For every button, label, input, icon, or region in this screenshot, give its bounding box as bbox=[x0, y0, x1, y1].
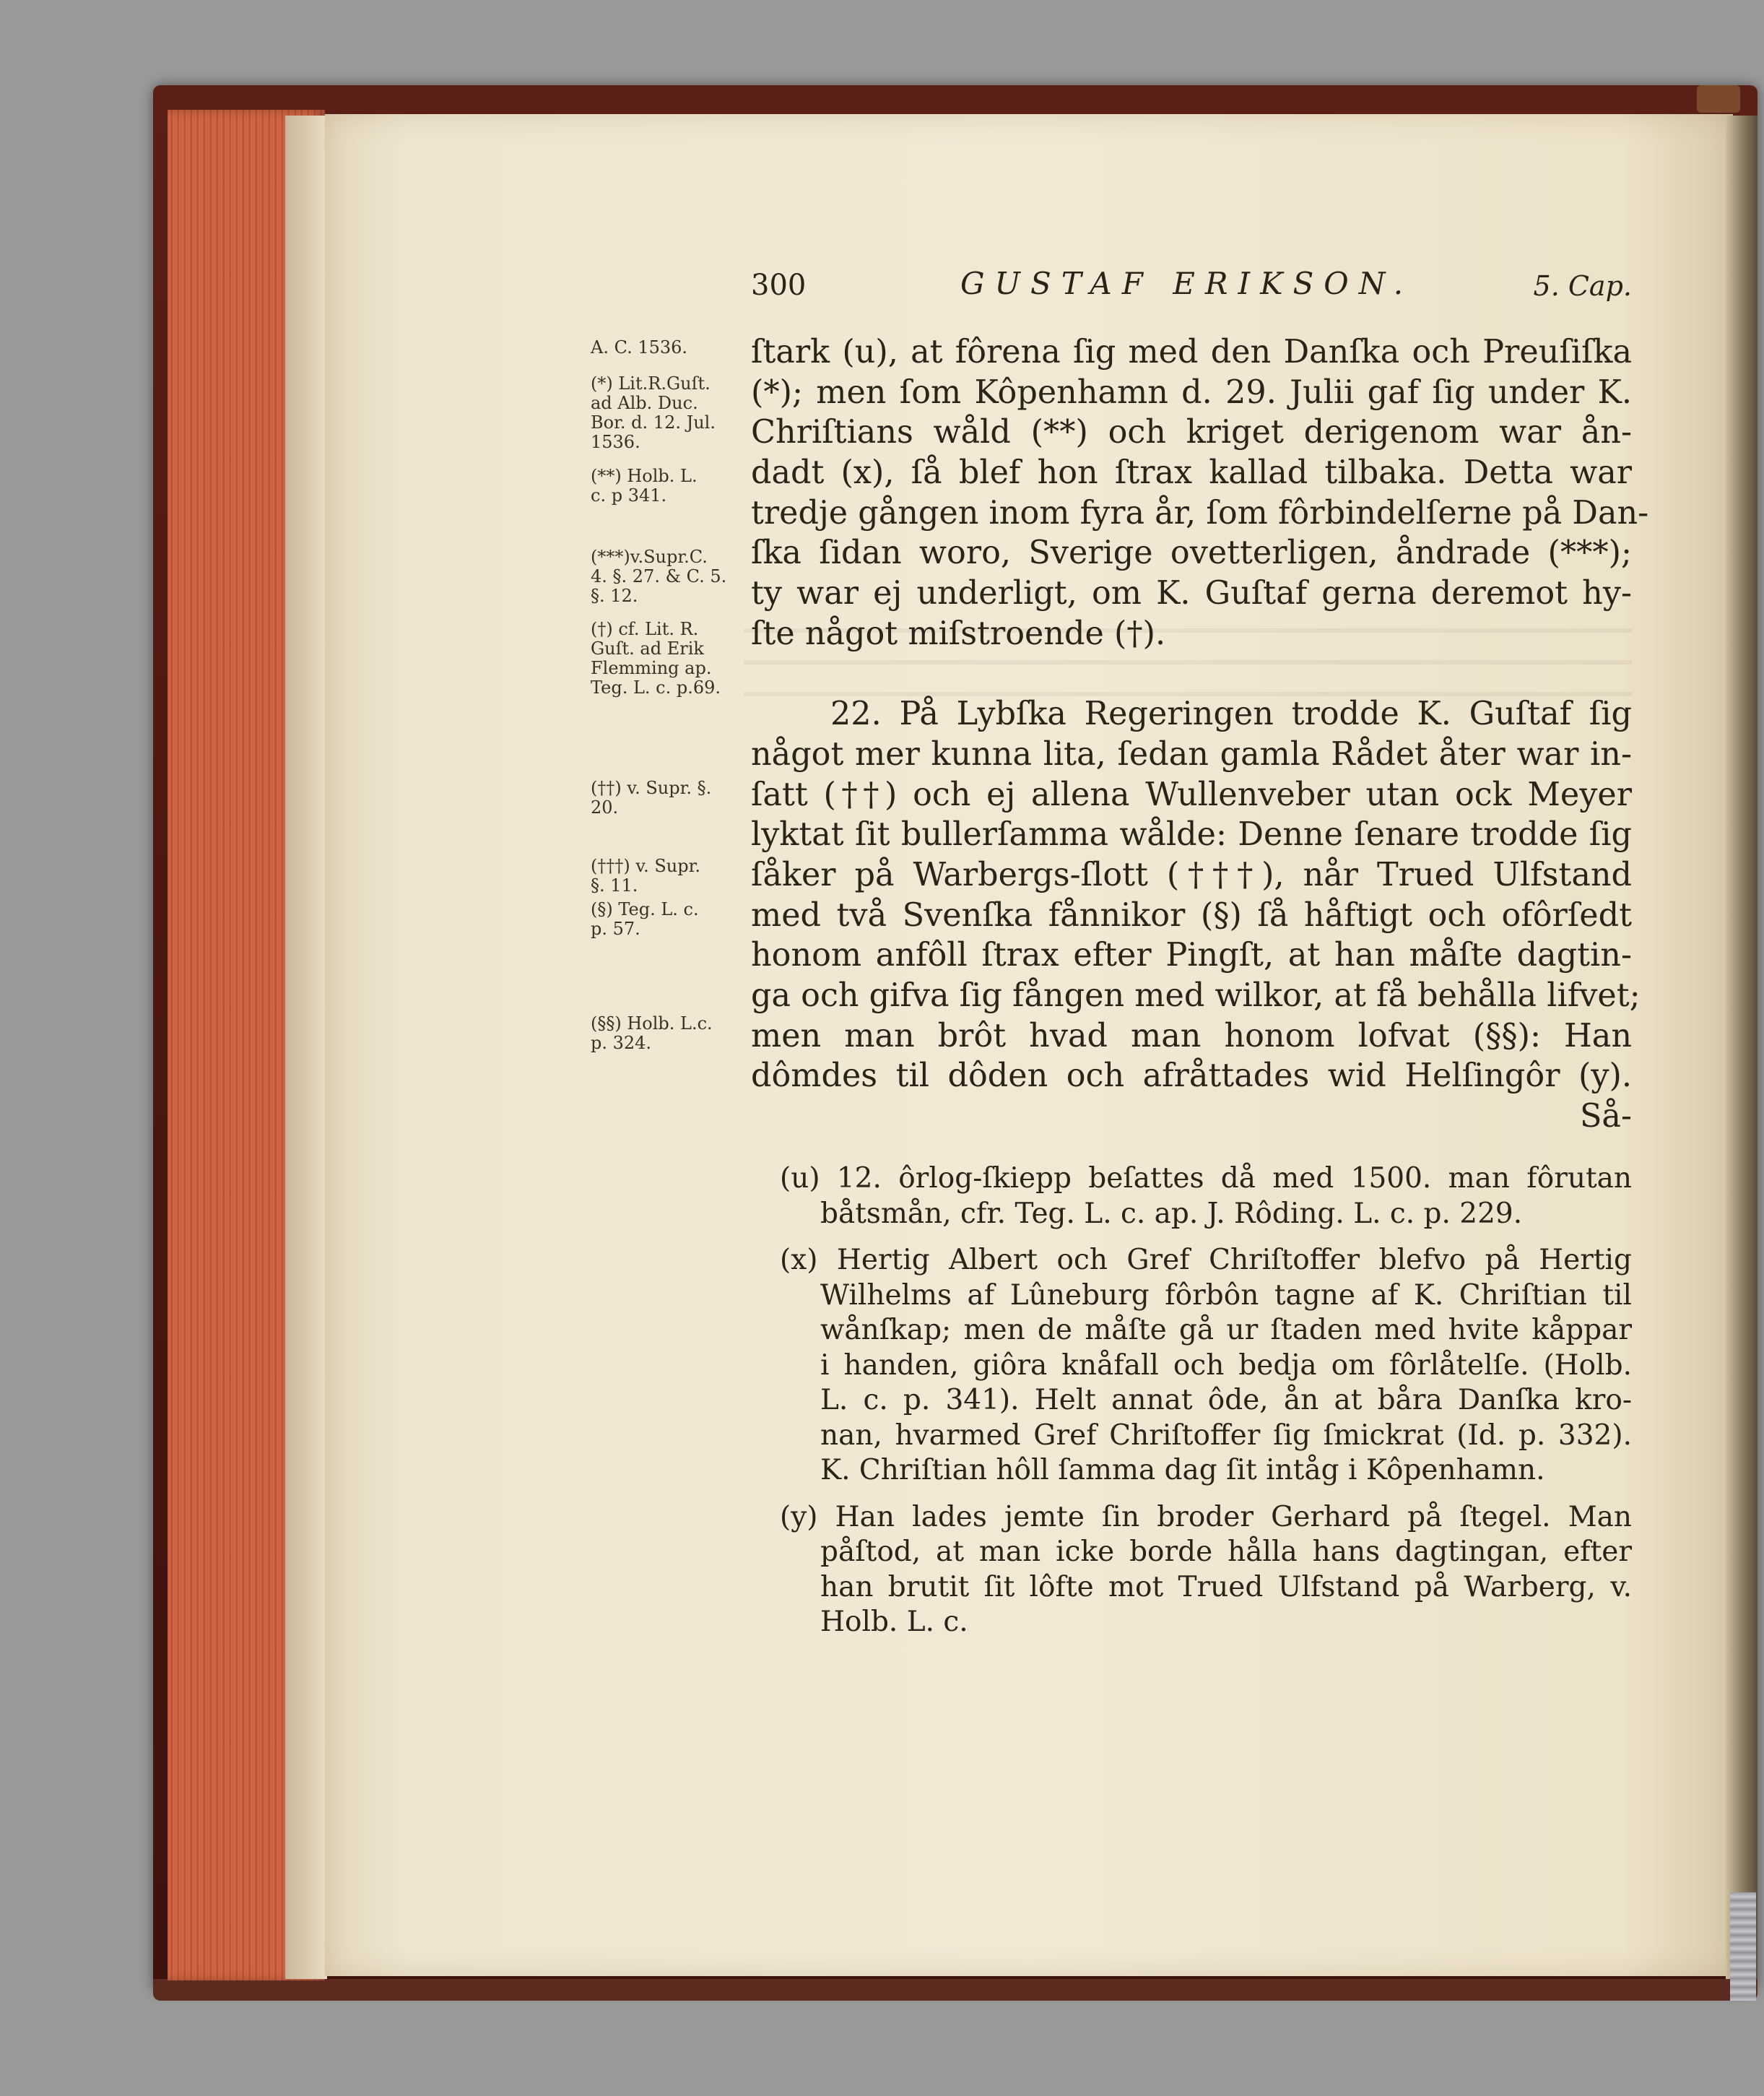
book-gutter bbox=[1726, 116, 1758, 1979]
text-line: ſatt (††) och ej allena Wullenveber utan ock Meyer bbox=[751, 776, 1632, 813]
page-header bbox=[751, 266, 1632, 316]
footnote-line: L. c. p. 341). Helt annat ôde, ån at båra Danſka kro- bbox=[820, 1384, 1632, 1416]
text-line: Chriſtians wåld (**) och kriget derigenom war ån- bbox=[751, 414, 1632, 451]
text-line: ſåker på Warbergs-ſlott (†††), når Trued Ulfstand bbox=[751, 856, 1632, 893]
blank-line bbox=[751, 654, 1632, 695]
footnote-line: K. Chriſtian hôll ſamma dag ſit intåg i Kôpenhamn. bbox=[820, 1454, 1545, 1486]
text-line: ſka ſidan woro, Sverige ovetterligen, åndrade (***); bbox=[751, 534, 1632, 572]
running-title: GUSTAF ERIKSON. bbox=[960, 266, 1414, 301]
text-line: lyktat ſit bullerſamma wålde: Denne ſenare trodde ſig bbox=[751, 816, 1632, 854]
text-line: men man brôt hvad man honom lofvat (§§): Han bbox=[751, 1017, 1632, 1055]
margin-note: (†††) v. Supr. §. 11. bbox=[591, 856, 701, 896]
text-line: tredje gången inom fyra år, ſom fôrbindelſerne på Dan- bbox=[751, 494, 1649, 532]
cover-edge bbox=[153, 1979, 1758, 2001]
section-start-line: 22. På Lybſka Regeringen trodde K. Guſtaf ſig bbox=[830, 696, 1632, 733]
page-stack bbox=[285, 116, 327, 1979]
footnote-line: han brutit ſit lôfte mot Trued Ulfstand på Warberg, v. bbox=[820, 1570, 1632, 1603]
text-line: ſte något miſstroende (†). bbox=[751, 615, 1166, 652]
text-line: med två Svenſka fånnikor (§) ſå håftigt och ofôrſedt bbox=[751, 896, 1632, 934]
bookmark-ribbon bbox=[1730, 1892, 1756, 2001]
footnotes bbox=[780, 1161, 1632, 1640]
footnote-line: båtsmån, cfr. Teg. L. c. ap. J. Rôding. L. c. p. 229. bbox=[820, 1197, 1523, 1230]
text-line: dômdes til dôden och afråttades wid Helſingôr (y). bbox=[751, 1057, 1632, 1095]
margin-note: (§§) Holb. L.c. p. 324. bbox=[591, 1013, 713, 1053]
margin-note: (†) cf. Lit. R. Guſt. ad Erik Flemming ap. Teg. L. c. p.69. bbox=[591, 619, 721, 698]
footnote-line: (x) Hertig Albert och Gref Chriſtoffer blefvo på Hertig bbox=[780, 1244, 1632, 1276]
cover-corner bbox=[1697, 85, 1740, 113]
page-number: 300 bbox=[751, 269, 807, 302]
main-text bbox=[751, 332, 1649, 1137]
text-line: ty war ej underligt, om K. Guſtaf gerna deremot hy- bbox=[751, 575, 1632, 612]
text-line: dadt (x), ſå blef hon ſtrax kallad tilbaka. Detta war bbox=[751, 454, 1632, 492]
text-line: ga och gifva ſig fången med wilkor, at få behålla lifvet; bbox=[751, 977, 1641, 1014]
footnote-line: nan, hvarmed Gref Chriſtoffer ſig ſmickrat (Id. p. 332). bbox=[820, 1419, 1632, 1452]
chapter-label: 5. Cap. bbox=[1533, 270, 1632, 302]
text-line: ſtark (u), at fôrena ſig med den Danſka och Preuſiſka bbox=[751, 334, 1632, 371]
text-line: (*); men ſom Kôpenhamn d. 29. Julii gaf ſig under K. bbox=[751, 373, 1632, 411]
text-line: honom anfôll ſtrax efter Pingſt, at han måſte dagtin- bbox=[751, 937, 1632, 974]
footnote-line: Holb. L. c. bbox=[820, 1606, 968, 1638]
footnote-line: (y) Han lades jemte ſin broder Gerhard på ſtegel. Man bbox=[780, 1500, 1632, 1533]
footnote-line: i handen, giôra knåfall och bedja om fôrlåtelſe. (Holb. bbox=[820, 1348, 1632, 1382]
margin-note: (**) Holb. L. c. p 341. bbox=[591, 466, 698, 506]
footnote-line: wånſkap; men de måſte gå ur ſtaden med hvite kåppar bbox=[820, 1314, 1632, 1346]
footnote-line: (u) 12. ôrlog-ſkiepp beſattes då med 1500. man fôrutan bbox=[780, 1162, 1632, 1195]
text-line: något mer kunna lita, ſedan gamla Rådet åter war in- bbox=[751, 735, 1632, 773]
margin-note: A. C. 1536. bbox=[591, 337, 688, 358]
margin-note: (***)v.Supr.C. 4. §. 27. & C. 5. §. 12. bbox=[591, 547, 727, 606]
footnote-line: Wilhelms af Lûneburg fôrbôn tagne af K. Chriſtian til bbox=[820, 1278, 1632, 1312]
margin-note: (*) Lit.R.Guſt. ad Alb. Duc. Bor. d. 12. Jul. 1536. bbox=[591, 373, 716, 452]
margin-note: (§) Teg. L. c. p. 57. bbox=[591, 899, 699, 939]
footnote-line: påſtod, at man icke borde hålla hans dagtingan, efter bbox=[820, 1536, 1632, 1568]
margin-note: (††) v. Supr. §. 20. bbox=[591, 778, 712, 818]
catchword: Så- bbox=[1579, 1098, 1632, 1135]
